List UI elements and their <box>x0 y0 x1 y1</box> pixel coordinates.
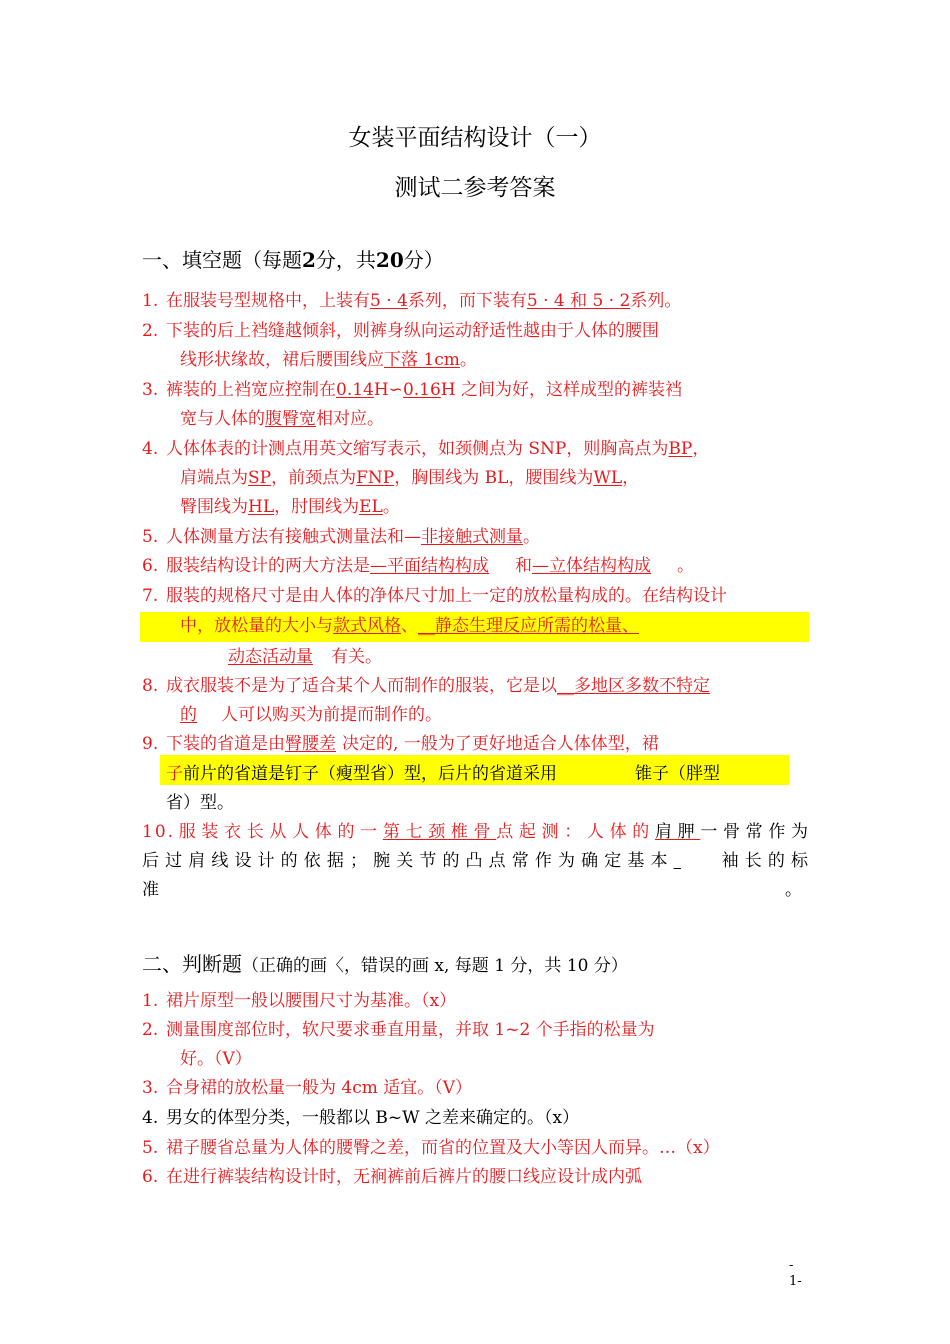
question-text: ，前颈点为 <box>271 468 357 488</box>
answer-blank: 5 · 4 和 5 · 2 <box>526 291 631 311</box>
judge-item-3 <box>142 1077 472 1099</box>
question-number: 3. <box>142 1078 159 1098</box>
question-4-line-1 <box>142 438 709 460</box>
judge-item-2-line-2: 好。（Ⅴ） <box>180 1049 252 1069</box>
question-text: 和 <box>515 556 532 576</box>
answer-blank <box>674 850 718 872</box>
question-text: ， <box>692 439 710 459</box>
answer-blank: —立体结构构成 <box>532 556 651 576</box>
question-3-line-1 <box>142 379 682 401</box>
answer-blank: 动态活动量 <box>228 647 313 667</box>
question-2-line-1 <box>142 320 659 342</box>
answer-blank: SP <box>248 468 272 488</box>
question-text: 系列，而下装有 <box>407 291 527 311</box>
question-text: 成衣服装不是为了适合某个人而制作的服装，它是以 <box>166 676 557 696</box>
question-text: H∽ <box>373 380 403 400</box>
page-number-dash: - <box>789 1258 794 1273</box>
question-text: 一骨常作为 <box>700 822 811 842</box>
question-text: 裙片原型一般以腰围尺寸为基准。（x） <box>166 991 457 1011</box>
answer-blank: 0.16 <box>402 380 441 400</box>
answer-blank: 腹臀宽 <box>265 409 316 429</box>
question-10-line-1 <box>142 821 810 843</box>
question-5 <box>142 526 540 548</box>
question-text: ，胸围线为 BL，腰围线为 <box>394 468 594 488</box>
question-number: 6. <box>142 556 159 576</box>
question-text: 中，放松量的大小与 <box>180 616 333 636</box>
question-text: 合身裙的放松量一般为 4cm 适宜。（V） <box>166 1078 473 1098</box>
answer-blank: 非接触式测量 <box>421 527 523 547</box>
question-10-line-3 <box>142 879 810 901</box>
question-4-line-2 <box>180 467 639 489</box>
question-text: 服装衣长从人体的一 <box>175 822 383 842</box>
question-text: 准 <box>142 880 159 900</box>
question-number: 5. <box>142 1138 159 1158</box>
question-9-line-2 <box>166 763 720 785</box>
question-text: ，肘围线为 <box>274 497 360 517</box>
question-text: 人可以购买为前提而制作的。 <box>221 705 442 725</box>
question-text: H 之间为好，这样成型的裤装裆 <box>440 380 683 400</box>
question-number: 5. <box>142 527 159 547</box>
section1-suffix: 分） <box>403 248 444 272</box>
question-number: 3. <box>142 380 159 400</box>
question-8-line-1 <box>142 675 710 697</box>
question-number: 4. <box>142 1108 159 1128</box>
question-number: 9. <box>142 734 159 754</box>
question-6 <box>142 555 694 577</box>
answer-blank: WL <box>593 468 623 488</box>
section1-mid: 分，共 <box>315 248 376 272</box>
question-text: 子 <box>166 764 183 784</box>
section2-prefix: 二、判断题 <box>142 952 242 976</box>
section1-points-total: 20 <box>375 248 404 272</box>
answer-blank: 第七颈椎骨 <box>382 822 497 842</box>
section-heading-true-false <box>142 948 628 977</box>
answer-blank: 肩胛 <box>654 822 701 842</box>
question-text: 在服装号型规格中，上装有 <box>166 291 370 311</box>
judge-item-5 <box>142 1137 720 1159</box>
judge-item-1 <box>142 990 456 1012</box>
question-text: 点起测：人体的 <box>496 822 655 842</box>
question-7-line-3 <box>228 646 382 668</box>
question-text: 有关。 <box>331 647 382 667</box>
question-3-line-2 <box>180 408 384 430</box>
question-text: 系列。 <box>630 291 682 311</box>
question-text: 在进行裤装结构设计时，无裥裤前后裤片的腰口线应设计成内弧 <box>166 1167 642 1187</box>
question-text: 。 <box>459 350 477 370</box>
question-text: 。 <box>382 497 400 517</box>
answer-blank: 5 · 4 <box>370 291 408 311</box>
answer-blank: __静态生理反应所需的松量、 <box>418 616 639 636</box>
document-title: 女装平面结构设计（一） <box>348 125 602 151</box>
question-text: 袖长的标 <box>717 851 811 871</box>
answer-blank: 的 <box>180 705 197 725</box>
question-number: 2. <box>142 1020 159 1040</box>
question-text: 决定的, 一般为了更好地适合人体体型，裙 <box>342 734 659 754</box>
question-7-line-2 <box>180 615 639 637</box>
question-number: 10. <box>142 822 176 842</box>
answer-blank: 款式风格 <box>333 616 401 636</box>
question-text: 线形状缘故，裙后腰围线应 <box>180 350 384 370</box>
question-text: 。 <box>785 880 802 900</box>
question-text: 、 <box>401 616 418 636</box>
answer-blank: FNP <box>356 468 395 488</box>
question-number: 8. <box>142 676 159 696</box>
question-9-line-3: 省）型。 <box>166 793 234 813</box>
answer-blank: BP <box>668 439 693 459</box>
page-number: 1- <box>789 1274 802 1289</box>
question-number: 1. <box>142 291 159 311</box>
answer-blank: 0.14 <box>336 380 374 400</box>
question-text: ， <box>622 468 640 488</box>
question-text: 人体测量方法有接触式测量法和— <box>166 527 421 547</box>
answer-blank: —平面结构构成 <box>370 556 489 576</box>
question-1 <box>142 290 681 312</box>
question-number: 7. <box>142 586 159 606</box>
answer-blank: 臀腰差 <box>285 734 336 754</box>
question-4-line-3 <box>180 496 400 518</box>
question-text: 。 <box>523 527 540 547</box>
judge-item-4 <box>142 1107 579 1129</box>
judge-item-2-line-1 <box>142 1019 655 1041</box>
question-number: 1. <box>142 991 159 1011</box>
question-9-line-1 <box>142 733 659 755</box>
judge-item-6 <box>142 1166 642 1188</box>
section1-prefix: 一、填空题（每题 <box>142 248 302 272</box>
question-text: 相对应。 <box>316 409 384 429</box>
question-text: 。 <box>677 556 694 576</box>
question-text: 后过肩线设计的依据；腕关节的凸点常作为确定基本 <box>142 851 674 871</box>
answer-blank: HL <box>248 497 275 517</box>
question-text: 测量围度部位时，软尺要求垂直用量，并取 1~2 个手指的松量为 <box>166 1020 655 1040</box>
answer-blank: EL <box>359 497 383 517</box>
question-text: 裤装的上裆宽应控制在 <box>166 380 336 400</box>
section1-points-each: 2 <box>302 248 316 272</box>
question-text: 下装的省道是由 <box>166 734 285 754</box>
question-text: 裙子腰省总量为人体的腰臀之差，而省的位置及大小等因人而异。…（x） <box>166 1138 720 1158</box>
question-7-line-1 <box>142 585 727 607</box>
answer-text: 锥子（胖型 <box>635 764 720 784</box>
question-text: 臀围线为 <box>180 497 248 517</box>
question-10-line-2 <box>142 850 810 872</box>
section-heading-fill-in <box>142 244 444 273</box>
question-text: 前片的省道是钉子（瘦型省）型，后片的省道采用 <box>183 764 557 784</box>
question-text: 下装的后上裆缝越倾斜，则裤身纵向运动舒适性越由于人体的腰围 <box>166 321 659 341</box>
question-number: 2. <box>142 321 159 341</box>
section2-rest: （正确的画〈，错误的画 x, 每题 1 分，共 10 分） <box>242 956 628 976</box>
question-text: 服装结构设计的两大方法是 <box>166 556 370 576</box>
document-subtitle: 测试二参考答案 <box>394 175 556 201</box>
question-text: 人体体表的计测点用英文缩写表示，如颈侧点为 SNP，则胸高点为 <box>166 439 669 459</box>
question-text: 服装的规格尺寸是由人体的净体尺寸加上一定的放松量构成的。在结构设计 <box>166 586 727 606</box>
answer-blank: __多地区多数不特定 <box>557 676 710 696</box>
question-text: 男女的体型分类，一般都以 B~W 之差来确定的。（x） <box>166 1108 580 1128</box>
question-text: 宽与人体的 <box>180 409 265 429</box>
answer-blank: 下落 1cm <box>384 350 460 370</box>
question-8-line-2 <box>180 704 442 726</box>
question-number: 6. <box>142 1167 159 1187</box>
question-number: 4. <box>142 439 159 459</box>
question-text: 肩端点为 <box>180 468 248 488</box>
question-2-line-2 <box>180 349 477 371</box>
